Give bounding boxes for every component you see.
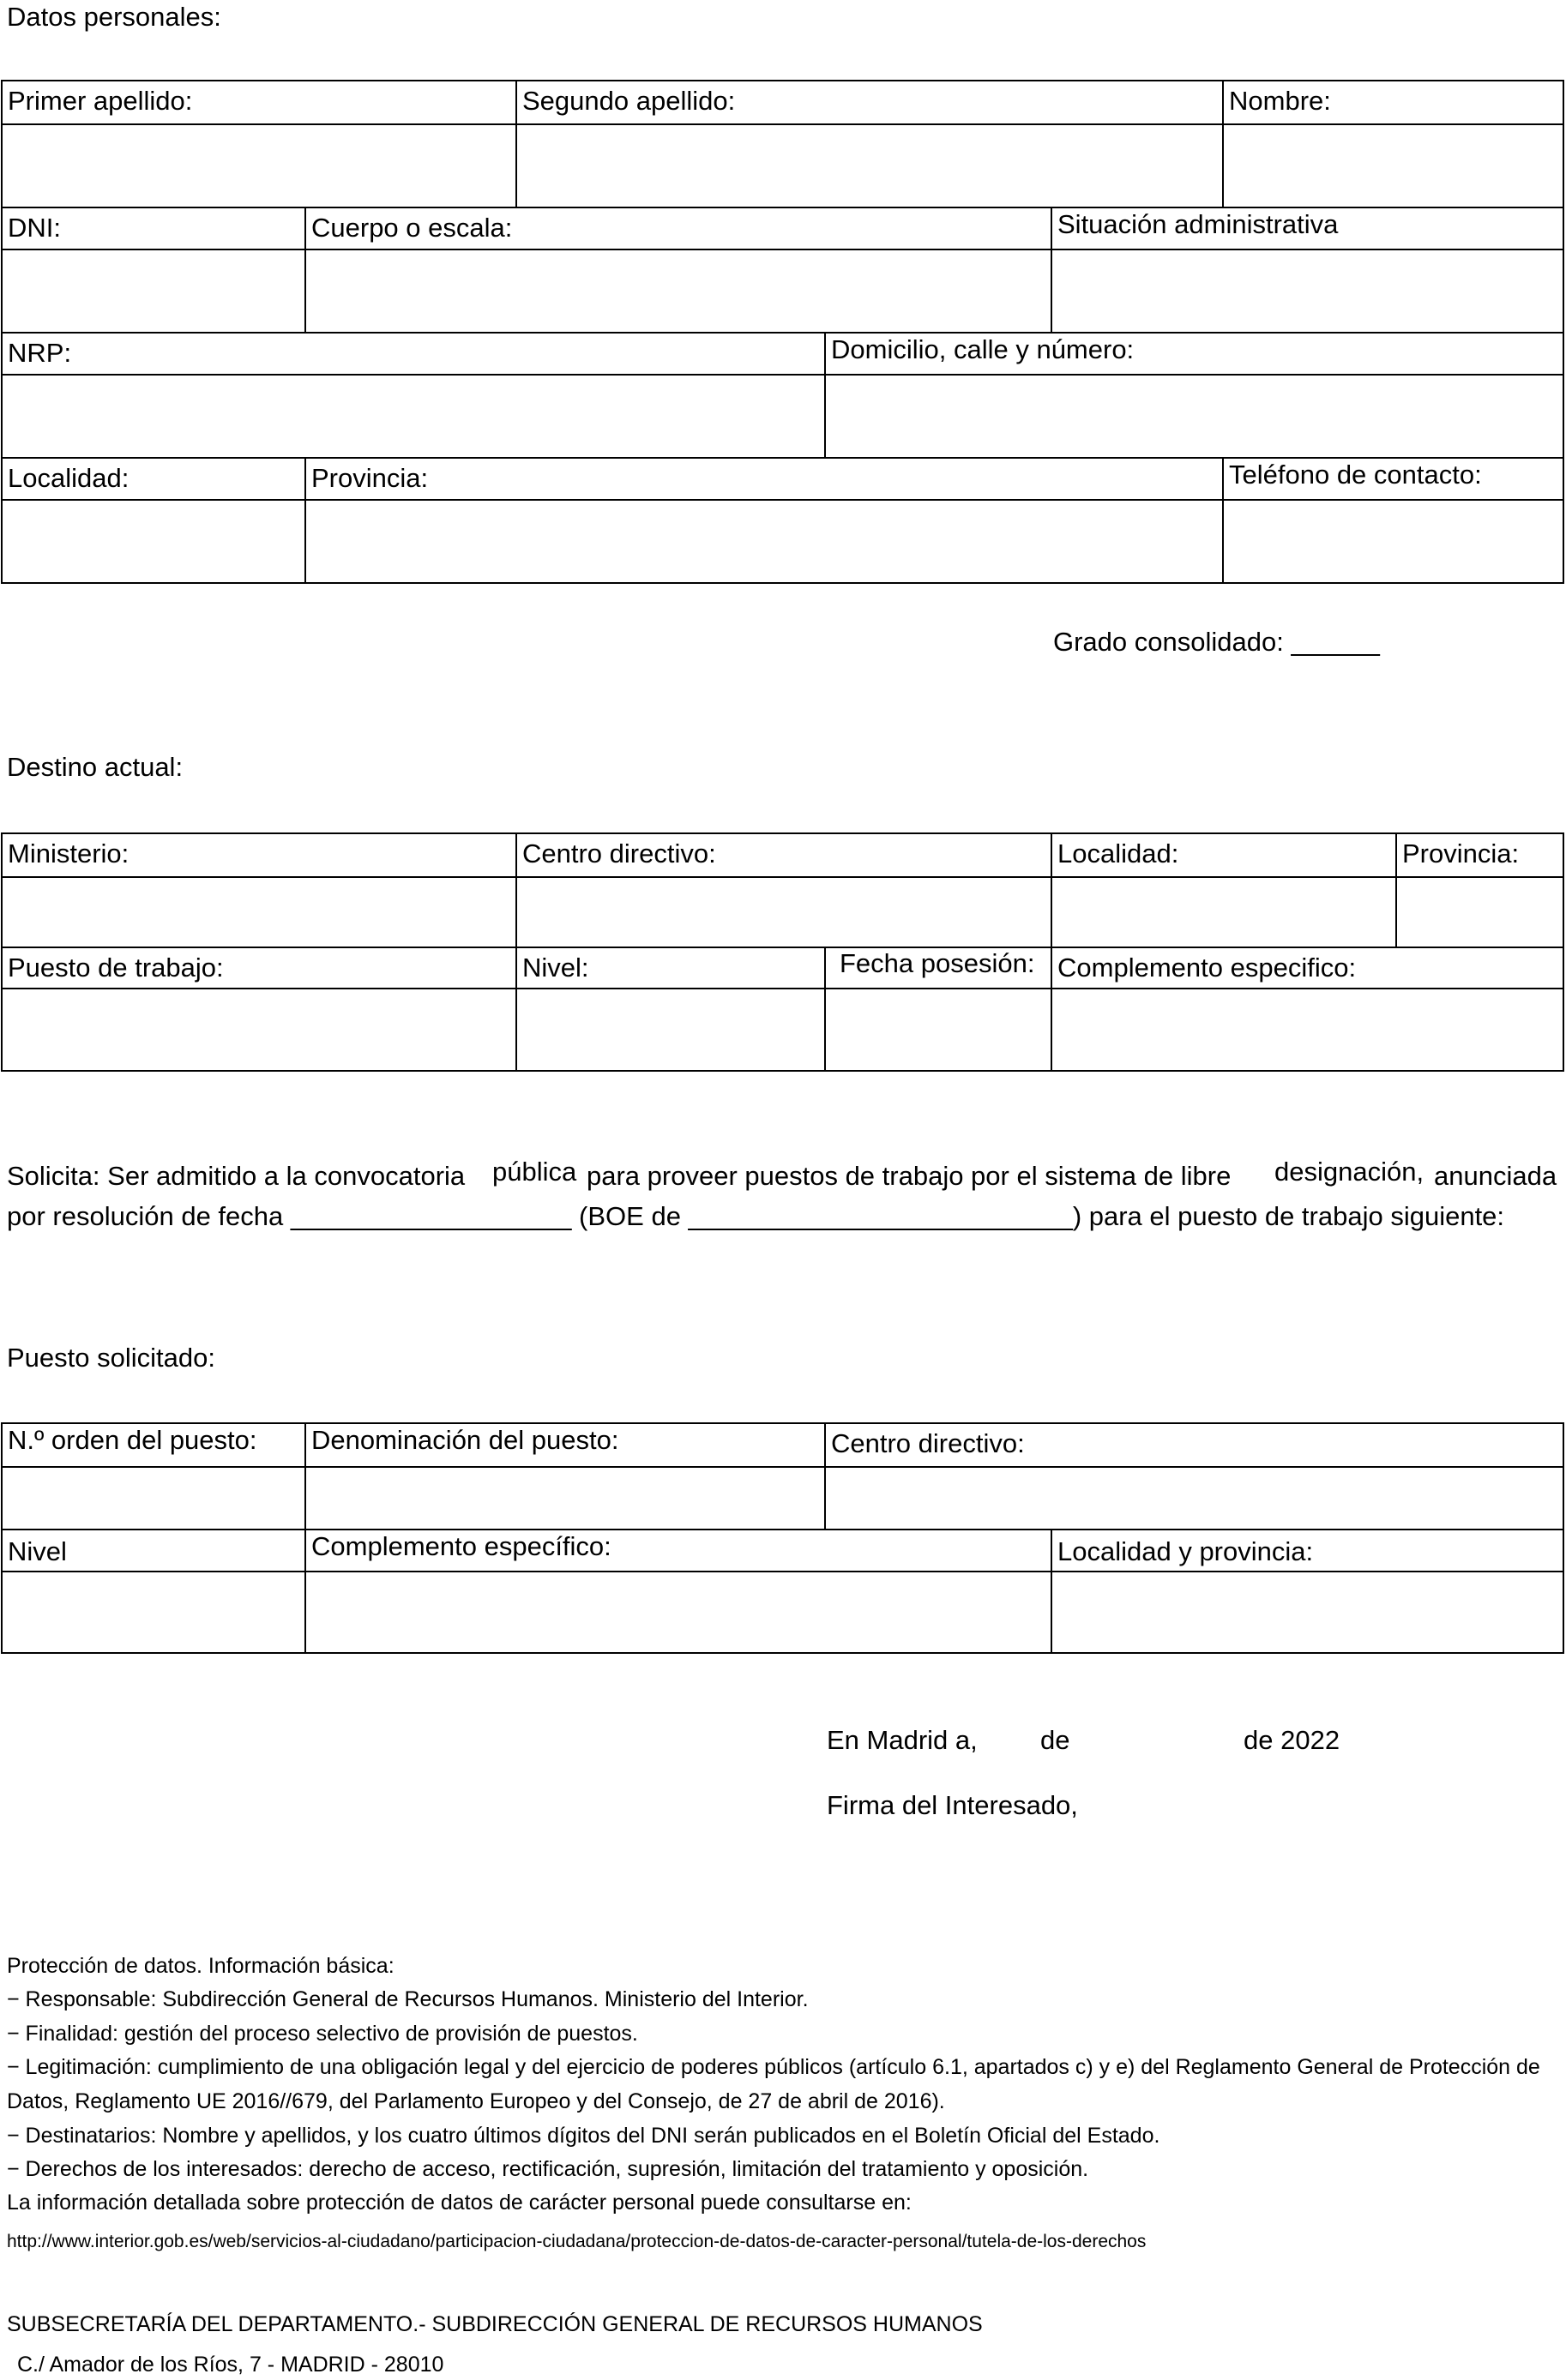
- label-provincia: Provincia:: [311, 463, 429, 493]
- label-domicilio: Domicilio, calle y número:: [831, 334, 1135, 364]
- label-solicitado-centro: Centro directivo:: [831, 1428, 1025, 1458]
- cuerpo-field[interactable]: [304, 250, 1051, 332]
- label-denominacion: Denominación del puesto:: [311, 1425, 619, 1455]
- personal-table: [1, 80, 1564, 584]
- label-localidad-provincia: Localidad y provincia:: [1057, 1536, 1314, 1566]
- primer-apellido-field[interactable]: [3, 125, 515, 207]
- footer-department: SUBSECRETARÍA DEL DEPARTAMENTO.- SUBDIRECCIÓN GENERAL DE RECURSOS HUMANOS: [7, 2312, 983, 2336]
- puesto-trabajo-field[interactable]: [3, 989, 515, 1070]
- solicita-line1-a: Solicita: Ser admitido a la convocatoria: [7, 1161, 466, 1191]
- label-complemento: Complemento especifico:: [1057, 953, 1357, 983]
- destino-localidad-field[interactable]: [1051, 878, 1395, 947]
- solicita-line1-b: pública: [492, 1157, 577, 1187]
- label-destino-localidad: Localidad:: [1057, 838, 1179, 868]
- label-nombre: Nombre:: [1229, 86, 1331, 116]
- label-primer-apellido: Primer apellido:: [8, 86, 193, 116]
- proteccion-info: La información detallada sobre protección de datos de carácter personal puede consultarse en:: [7, 2191, 912, 2215]
- solicitado-complemento-field[interactable]: [304, 1572, 1051, 1652]
- orden-puesto-field[interactable]: [3, 1468, 304, 1529]
- destino-heading: Destino actual:: [7, 752, 184, 782]
- destino-table: [1, 832, 1564, 1072]
- proteccion-responsable: − Responsable: Subdirección General de Recursos Humanos. Ministerio del Interior.: [7, 1987, 809, 2011]
- telefono-field[interactable]: [1222, 501, 1563, 582]
- nivel-field[interactable]: [515, 989, 824, 1070]
- label-puesto-trabajo: Puesto de trabajo:: [8, 953, 224, 983]
- grado-consolidado: Grado consolidado: ______: [1053, 627, 1380, 657]
- label-cuerpo: Cuerpo o escala:: [311, 213, 513, 243]
- solicitado-heading: Puesto solicitado:: [7, 1343, 215, 1373]
- denominacion-field[interactable]: [304, 1468, 824, 1529]
- label-nrp: NRP:: [8, 338, 72, 368]
- firma-de-2022: de 2022: [1244, 1725, 1340, 1755]
- proteccion-url-link[interactable]: http://www.interior.gob.es/web/servicios-al-ciudadano/participacion-ciudadana/proteccion-de-datos-de-caracter-personal/tutela-de-los-derechos: [7, 2232, 1147, 2251]
- proteccion-title: Protección de datos. Información básica:: [7, 1954, 395, 1978]
- ministerio-field[interactable]: [3, 878, 515, 947]
- centro-directivo-field[interactable]: [515, 878, 1051, 947]
- complemento-field[interactable]: [1051, 989, 1563, 1070]
- solicita-line1-c: para proveer puestos de trabajo por el sistema de libre: [587, 1161, 1232, 1191]
- proteccion-derechos: − Derechos de los interesados: derecho de acceso, rectificación, supresión, limitación del tratamiento y oposición.: [7, 2157, 1089, 2181]
- firma-interesado: Firma del Interesado,: [827, 1790, 1078, 1820]
- fecha-posesion-field[interactable]: [824, 989, 1051, 1070]
- solicita-line2: por resolución de fecha ___________________ (BOE de __________________________) para el puesto de trabajo siguiente:: [7, 1201, 1505, 1231]
- label-solicitado-complemento: Complemento específico:: [311, 1531, 611, 1561]
- solicita-line1-e: anunciada: [1434, 1161, 1557, 1191]
- nrp-field[interactable]: [3, 376, 824, 457]
- solicitado-centro-field[interactable]: [824, 1468, 1563, 1529]
- dni-field[interactable]: [3, 250, 304, 332]
- footer-address: C./ Amador de los Ríos, 7 - MADRID - 28010: [17, 2353, 444, 2377]
- firma-de-1: de: [1040, 1725, 1070, 1755]
- label-ministerio: Ministerio:: [8, 838, 129, 868]
- solicitado-nivel-field[interactable]: [3, 1572, 304, 1652]
- nombre-field[interactable]: [1222, 125, 1563, 207]
- label-destino-provincia: Provincia:: [1402, 838, 1520, 868]
- proteccion-legitimacion: − Legitimación: cumplimiento de una obligación legal y del ejercicio de poderes públicos (artículo 6.1, apartados c) y e) del Reglamento General de Protección de: [7, 2055, 1540, 2079]
- domicilio-field[interactable]: [824, 376, 1563, 457]
- label-solicitado-nivel: Nivel: [8, 1536, 67, 1566]
- label-fecha-posesion: Fecha posesión:: [840, 948, 1035, 978]
- segundo-apellido-field[interactable]: [515, 125, 1222, 207]
- destino-provincia-field[interactable]: [1395, 878, 1563, 947]
- provincia-field[interactable]: [304, 501, 1222, 582]
- solicita-line1-d: designación,: [1274, 1157, 1424, 1187]
- label-dni: DNI:: [8, 213, 61, 243]
- label-orden-puesto: N.º orden del puesto:: [8, 1425, 257, 1455]
- proteccion-legitimacion-cont: Datos, Reglamento UE 2016//679, del Parlamento Europeo y del Consejo, de 27 de abril de 2016).: [7, 2089, 945, 2113]
- localidad-field[interactable]: [3, 501, 304, 582]
- localidad-provincia-field[interactable]: [1051, 1572, 1563, 1652]
- situacion-field[interactable]: [1051, 250, 1563, 332]
- label-nivel: Nivel:: [522, 953, 589, 983]
- label-localidad: Localidad:: [8, 463, 129, 493]
- proteccion-destinatarios: − Destinatarios: Nombre y apellidos, y los cuatro últimos dígitos del DNI serán publicados en el Boletín Oficial del Estado.: [7, 2124, 1160, 2148]
- label-centro-directivo: Centro directivo:: [522, 838, 716, 868]
- label-telefono: Teléfono de contacto:: [1229, 460, 1482, 490]
- proteccion-finalidad: − Finalidad: gestión del proceso selectivo de provisión de puestos.: [7, 2022, 638, 2046]
- solicitado-table: [1, 1422, 1564, 1654]
- label-situacion: Situación administrativa: [1057, 209, 1339, 239]
- firma-madrid: En Madrid a,: [827, 1725, 978, 1755]
- personal-heading: Datos personales:: [7, 2, 221, 32]
- label-segundo-apellido: Segundo apellido:: [522, 86, 736, 116]
